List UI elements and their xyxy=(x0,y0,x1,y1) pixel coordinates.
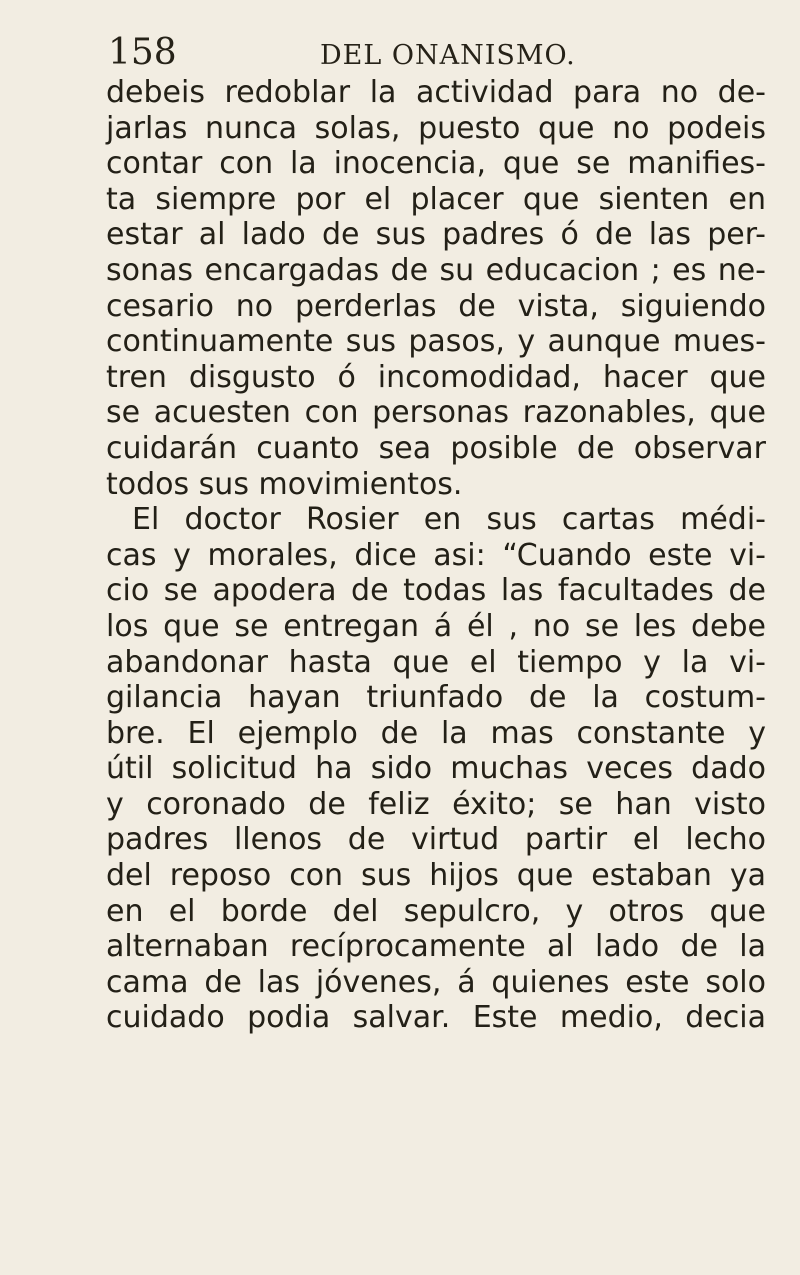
text-line: estar al lado de sus padres ó de las per- xyxy=(106,217,766,253)
text-line: tren disgusto ó incomodidad, hacer que xyxy=(106,359,766,395)
text-line: en el borde del sepulcro, y otros que xyxy=(106,893,766,929)
text-line: cuidarán cuanto sea posible de observar xyxy=(106,430,766,466)
text-line: jarlas nunca solas, puesto que no podeis xyxy=(106,110,766,146)
text-line: cama de las jóvenes, á quienes este solo xyxy=(106,964,766,1000)
text-line: todos sus movimientos. xyxy=(106,466,463,502)
text-line: ta siempre por el placer que sienten en xyxy=(106,181,766,217)
page-number: 158 xyxy=(108,32,177,73)
text-line: del reposo con sus hijos que estaban ya xyxy=(106,858,766,894)
text-line: sonas encargadas de su educacion ; es ne- xyxy=(106,252,766,288)
text-line: abandonar hasta que el tiempo y la vi- xyxy=(106,644,766,680)
page-header xyxy=(108,32,758,76)
text-line: continuamente sus pasos, y aunque mues- xyxy=(106,324,766,360)
text-line: alternaban recíprocamente al lado de la xyxy=(106,929,766,965)
text-line: padres llenos de virtud partir el lecho xyxy=(106,822,766,858)
text-line: debeis redoblar la actividad para no de- xyxy=(106,75,766,110)
text-line: los que se entregan á él , no se les debe xyxy=(106,608,766,644)
text-line: cas y morales, dice asi: “Cuando este vi- xyxy=(106,537,766,573)
text-line: El doctor Rosier en sus cartas médi- xyxy=(132,502,766,538)
text-line: útil solicitud ha sido muchas veces dado xyxy=(106,751,766,787)
running-head: DEL ONANISMO. xyxy=(320,40,576,71)
body-text xyxy=(106,75,766,1036)
text-line: contar con la inocencia, que se manifies- xyxy=(106,146,766,182)
text-line: gilancia hayan triunfado de la costum- xyxy=(106,680,766,716)
text-line: cio se apodera de todas las facultades de xyxy=(106,573,766,609)
text-line: y coronado de feliz éxito; se han visto xyxy=(106,786,766,822)
text-line: se acuesten con personas razonables, que xyxy=(106,395,766,431)
text-line: cesario no perderlas de vista, siguiendo xyxy=(106,288,766,324)
text-line: cuidado podia salvar. Este medio, decia xyxy=(106,1000,766,1036)
text-line: bre. El ejemplo de la mas constante y xyxy=(106,715,766,751)
